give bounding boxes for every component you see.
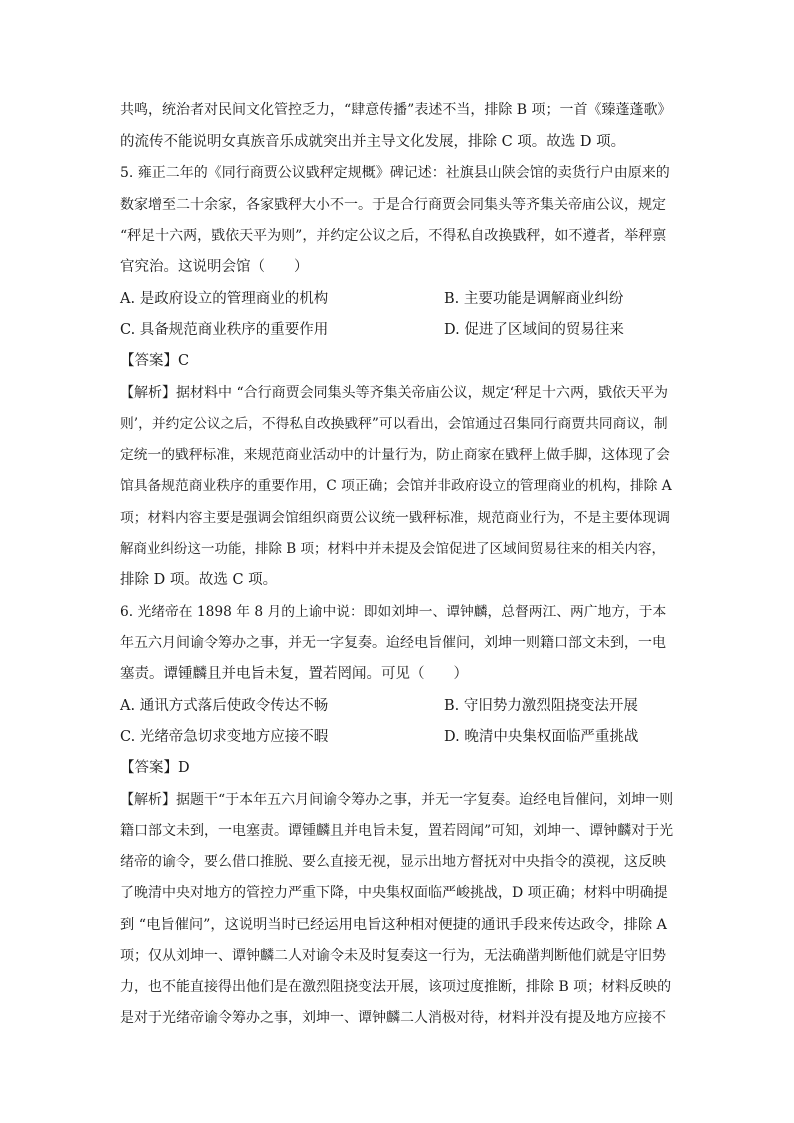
q5-analysis-line: 排除 D 项。故选 C 项。: [120, 572, 278, 588]
q5-analysis-line: 则’，并约定公议之后，不得私自改换戥秤”可以看出，会馆通过召集同行商贾共同商议，制: [120, 416, 668, 432]
q5-option-c: C. 具备规范商业秩序的重要作用: [120, 322, 329, 338]
q6-analysis-line: 了晚清中央对地方的管控力严重下降，中央集权面临严峻挑战，D 项正确；材料中明确提: [120, 885, 668, 901]
q5-stem-line: “秤足十六两，戥依天平为则”，并约定公议之后，不得私自改换戥秤，如不遵者，举秤禀: [120, 228, 667, 244]
q6-analysis-line: 【解析】据题干“于本年五六月间谕令筹办之事，并无一字复奏。迨经电旨催问，刘坤一则: [120, 792, 674, 808]
q6-answer: 【答案】D: [120, 760, 190, 776]
q6-analysis-line: 到 “电旨催问”，这说明当时已经运用电旨这种相对便捷的通讯手段来传达政令，排除 A: [120, 917, 667, 933]
q5-option-d: D. 促进了区域间的贸易往来: [444, 322, 624, 338]
q6-option-d: D. 晚清中央集权面临严重挑战: [444, 729, 639, 745]
q6-analysis-line: 绪帝的谕令，要么借口推脱、要么直接无视，显示出地方督抚对中央指令的漠视，这反映: [120, 854, 666, 870]
q5-analysis-line: 馆具备规范商业秩序的重要作用，C 项正确；会馆并非政府设立的管理商业的机构，排除 A: [120, 478, 672, 494]
q6-analysis-line: 是对于光绪帝谕令筹办之事，刘坤一、谭钟麟二人消极对待，材料并没有提及地方应接不: [120, 1010, 666, 1026]
q5-stem-line: 官究治。这说明会馆（ ）: [120, 259, 309, 275]
q6-option-c: C. 光绪帝急切求变地方应接不暇: [120, 729, 329, 745]
q6-option-a: A. 通讯方式落后使政令传达不畅: [120, 698, 329, 714]
q5-answer: 【答案】C: [120, 353, 190, 369]
q6-option-b: B. 守旧势力激烈阻挠变法开展: [444, 698, 638, 714]
q5-analysis-line: 解商业纠纷这一功能，排除 B 项；材料中并未提及会馆促进了区域间贸易往来的相关内容，: [120, 541, 666, 557]
q6-analysis-line: 项；仅从刘坤一、谭钟麟二人对谕令未及时复奏这一行为，无法确凿判断他们就是守旧势: [120, 948, 666, 964]
q6-stem-line: 年五六月间谕令筹办之事，并无一字复奏。迨经电旨催问，刘坤一则籍口部文未到，一电: [120, 635, 666, 651]
q6-stem-line: 6. 光绪帝在 1898 年 8 月的上谕中说：即如刘坤一、谭钟麟，总督两江、两广地方，于本: [120, 604, 667, 620]
q5-option-a: A. 是政府设立的管理商业的机构: [120, 291, 329, 307]
q5-stem-line: 5. 雍正二年的《同行商贾公议戥秤定规概》碑记述：社旗县山陕会馆的卖货行户由原来的: [120, 165, 670, 181]
q5-stem-line: 数家增至二十余家，各家戥秤大小不一。于是合行商贾会同集头等齐集关帝庙公议，规定: [120, 197, 666, 213]
q6-analysis-line: 力，也不能直接得出他们是在激烈阻挠变法开展，该项过度推断，排除 B 项；材料反映的: [120, 979, 672, 995]
q5-analysis-line: 【解析】据材料中 “合行商贾会同集头等齐集关帝庙公议，规定‘秤足十六两，戥依天平为: [120, 385, 669, 401]
q5-analysis-line: 定统一的戥秤标准，来规范商业活动中的计量行为，防止商家在戥秤上做手脚，这体现了会: [120, 447, 671, 463]
q6-analysis-line: 籍口部文未到，一电塞责。谭锺麟且并电旨未复，置若罔闻”可知，刘坤一、谭钟麟对于光: [120, 823, 674, 839]
q6-stem-line: 塞责。谭锺麟且并电旨未复，置若罔闻。可见（ ）: [120, 666, 468, 682]
q5-option-b: B. 主要功能是调解商业纠纷: [444, 291, 624, 307]
q5-analysis-line: 项；材料内容主要是强调会馆组织商贾公议统一戥秤标准，规范商业行为，不是主要体现调: [120, 510, 671, 526]
prev-analysis-line: 的流传不能说明女真族音乐成就突出并主导文化发展，排除 C 项。故选 D 项。: [120, 134, 626, 150]
prev-analysis-line: 共鸣，统治者对民间文化管控乏力，“肆意传播”表述不当，排除 B 项；一首《臻蓬蓬歌》: [120, 102, 672, 118]
